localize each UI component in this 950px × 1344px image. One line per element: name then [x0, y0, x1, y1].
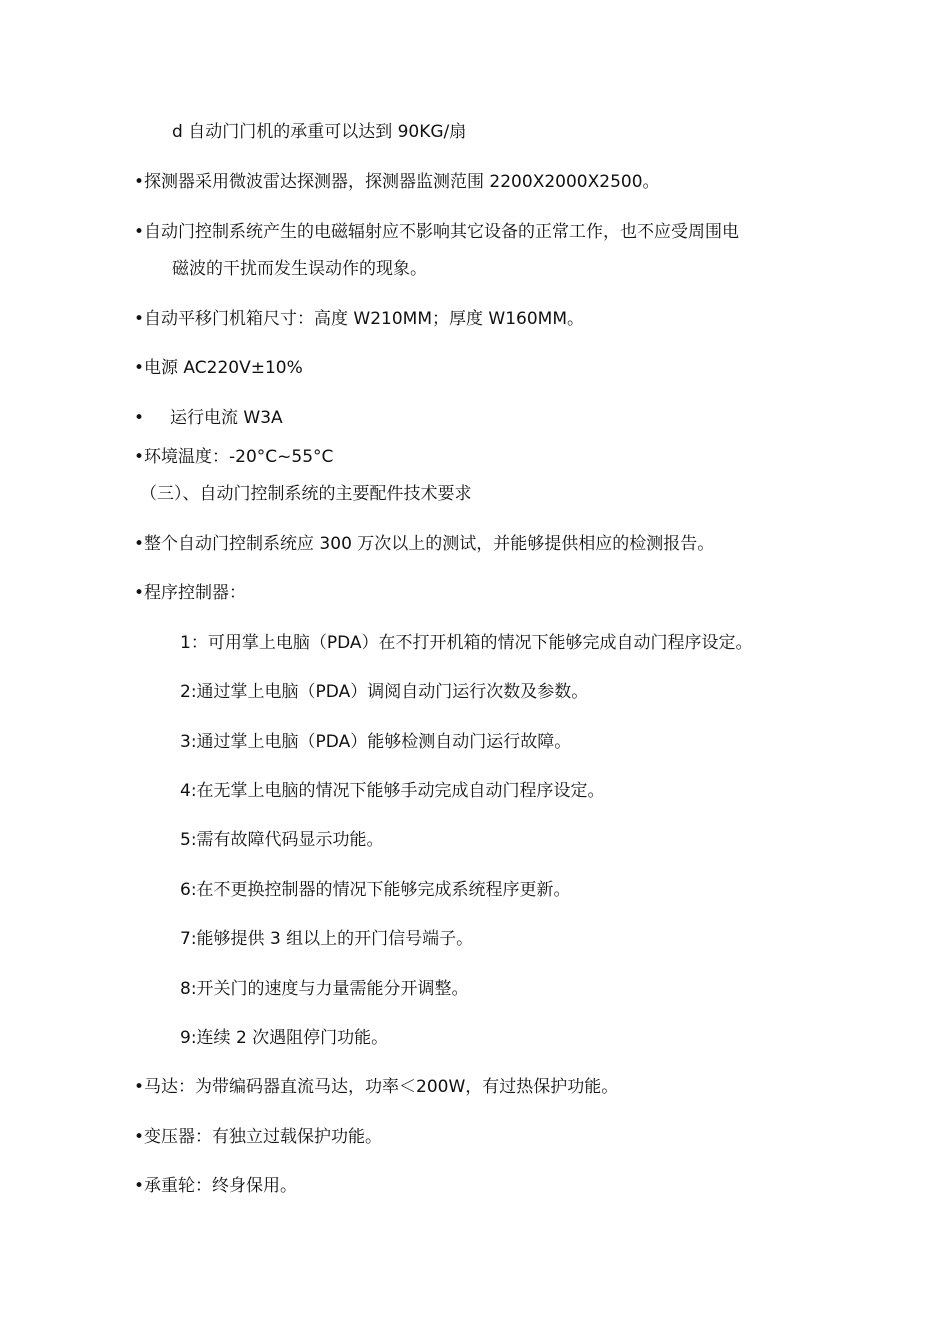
controller-item-1: 1：可用掌上电脑（PDA）在不打开机箱的情况下能够完成自动门程序设定。: [180, 633, 753, 653]
spec-detector: •探测器采用微波雷达探测器，探测器监测范围 2200X2000X2500。: [134, 172, 660, 192]
bullet: •: [134, 408, 145, 428]
controller-item-4: 4:在无掌上电脑的情况下能够手动完成自动门程序设定。: [180, 781, 605, 801]
controller-item-7: 7:能够提供 3 组以上的开门信号端子。: [180, 929, 474, 949]
controller-item-2: 2:通过掌上电脑（PDA）调阅自动门运行次数及参数。: [180, 682, 589, 702]
controller-item-8: 8:开关门的速度与力量需能分开调整。: [180, 979, 469, 999]
spec-load-capacity: d 自动门门机的承重可以达到 90KG/扇: [172, 122, 467, 142]
spec-transformer: •变压器：有独立过载保护功能。: [134, 1127, 383, 1147]
spec-box-size: •自动平移门机箱尺寸：高度 W210MM；厚度 W160MM。: [134, 309, 585, 329]
spec-wheel: •承重轮：终身保用。: [134, 1176, 298, 1196]
spec-emi-line1: •自动门控制系统产生的电磁辐射应不影响其它设备的正常工作，也不应受周围电: [134, 222, 740, 242]
spec-controller-heading: •程序控制器：: [134, 583, 247, 603]
controller-item-3: 3:通过掌上电脑（PDA）能够检测自动门运行故障。: [180, 732, 572, 752]
spec-current-text: 运行电流 W3A: [170, 408, 283, 428]
spec-motor: •马达：为带编码器直流马达，功率＜200W，有过热保护功能。: [134, 1077, 619, 1097]
spec-current: [134, 407, 283, 429]
controller-item-6: 6:在不更换控制器的情况下能够完成系统程序更新。: [180, 880, 571, 900]
spec-temperature: •环境温度：-20°C~55°C: [134, 447, 334, 467]
controller-item-9: 9:连续 2 次遇阻停门功能。: [180, 1028, 389, 1048]
spec-emi-line2: 磁波的干扰而发生误动作的现象。: [172, 259, 427, 279]
spec-power: •电源 AC220V±10%: [134, 358, 303, 378]
controller-item-5: 5:需有故障代码显示功能。: [180, 830, 384, 850]
spec-test-cycles: •整个自动门控制系统应 300 万次以上的测试，并能够提供相应的检测报告。: [134, 534, 715, 554]
section-heading: （三）、自动门控制系统的主要配件技术要求: [140, 484, 472, 504]
